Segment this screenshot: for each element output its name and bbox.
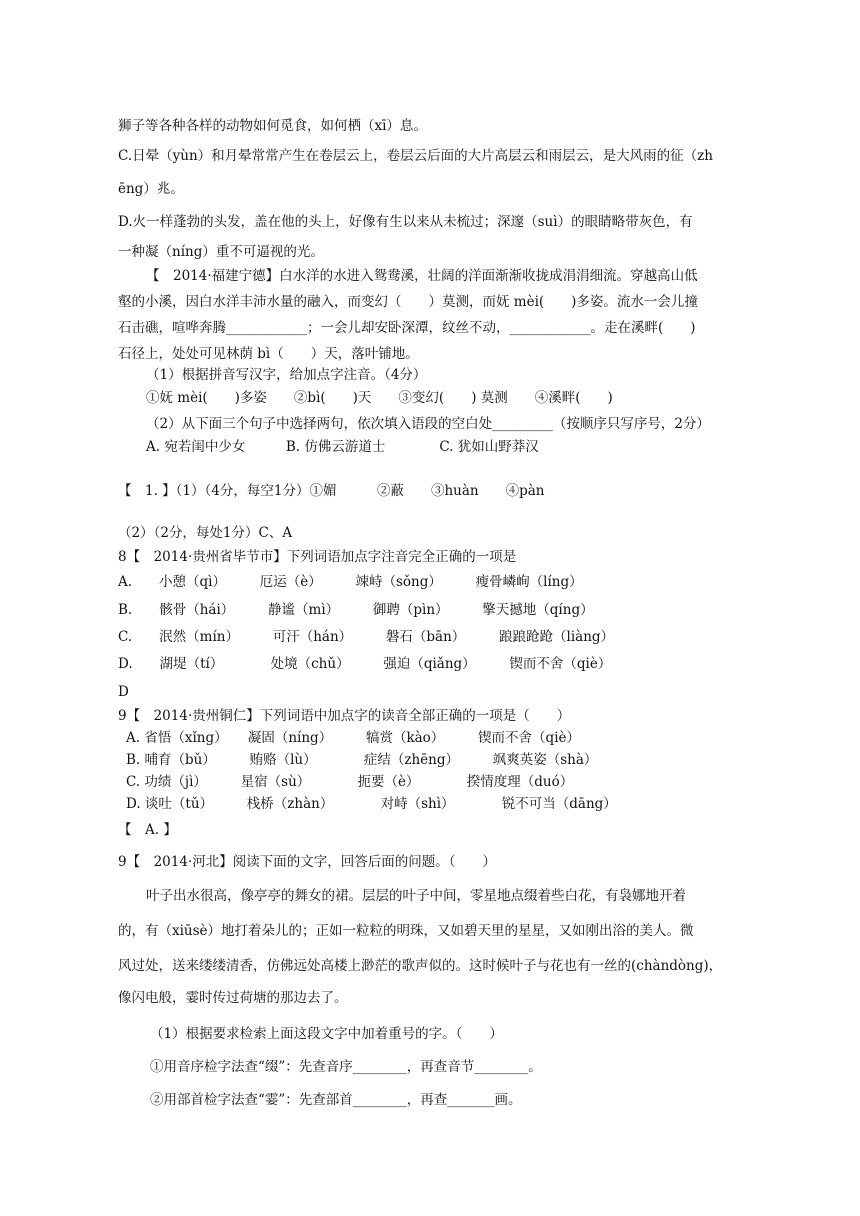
passage-line: 像闪电般，霎时传过荷塘的那边去了。 bbox=[118, 990, 348, 1006]
question-header-hebei: 9【 2014·河北】阅读下面的文字，回答后面的问题。（ ） bbox=[118, 854, 496, 870]
option-d: D. 湖堤（tí） 处境（chǔ） 强迫（qiǎng） 锲而不舍（qiè） bbox=[118, 656, 612, 672]
question-header-tongren: 9【 2014·贵州铜仁】下列词语中加点字的读音全部正确的一项是（ ） bbox=[118, 708, 571, 724]
option-c: C. 功绩（jì） 星宿（sù） 扼要（è） 揆情度理（duó） bbox=[126, 774, 574, 790]
text-line: ēng）兆。 bbox=[118, 181, 184, 197]
passage-line: 石径上，处处可见林荫 bì（ ）天，落叶铺地。 bbox=[118, 346, 419, 362]
passage-line: 的，有（xiūsè）地打着朵儿的；正如一粒粒的明珠，又如碧天里的星星，又如刚出浴的美人。微 bbox=[118, 923, 694, 939]
sub-question: （1）根据拼音写汉字，给加点字注音。（4分） bbox=[146, 367, 427, 383]
option-a: A. 小憩（qì） 厄运（è） 竦峙（sǒng） 瘦骨嶙峋（líng） bbox=[118, 574, 583, 590]
option-b: B. 骸骨（hái） 静谧（mì） 御聘（pìn） 擎天撼地（qíng） bbox=[118, 602, 594, 618]
passage-line: 风过处，送来缕缕清香，仿佛远处高楼上渺茫的歌声似的。这时候叶子与花也有一丝的(chàndòng)， bbox=[118, 958, 723, 974]
passage-line: 石击礁，喧哗奔腾____________；一会儿却安卧深潭，纹丝不动，____________。走在溪畔( ) bbox=[118, 320, 696, 336]
sub-question: （1）根据要求检索上面这段文字中加着重号的字。（ ） bbox=[150, 1026, 503, 1042]
option-c-line: C.日晕（yùn）和月晕常常产生在卷层云上，卷层云后面的大片高层云和雨层云，是大风雨的征（zh bbox=[118, 148, 713, 164]
text-line: 一种凝（níng）重不可逼视的光。 bbox=[118, 244, 324, 260]
option-a: A. 省悟（xǐng） 凝固（níng） 犒赏（kào） 锲而不舍（qiè） bbox=[126, 730, 581, 746]
fill-in-line: ①妩 mèi( )多姿 ②bì( )天 ③变幻( ) 莫测 ④溪畔( ) bbox=[146, 390, 613, 406]
choices-line: A. 宛若闺中少女 B. 仿佛云游道士 C. 犹如山野莽汉 bbox=[146, 439, 539, 455]
option-b: B. 哺育（bǔ） 贿赂（lù） 症结（zhēng） 飒爽英姿（shà） bbox=[126, 752, 598, 768]
answer-line: D bbox=[118, 684, 129, 700]
question-header-bijie: 8【 2014·贵州省毕节市】下列词语加点字注音完全正确的一项是 bbox=[118, 549, 517, 565]
option-d: D. 谈吐（tǔ） 栈桥（zhàn） 对峙（shì） 锐不可当（dāng） bbox=[126, 796, 617, 812]
text-line: 狮子等各种各样的动物如何觅食，如何栖（xī）息。 bbox=[118, 118, 427, 134]
option-d-line: D.火一样蓬勃的头发，盖在他的头上，好像有生以来从未梳过；深邃（suì）的眼睛略带灰色，有 bbox=[118, 214, 693, 230]
passage-line: 叶子出水很高，像亭亭的舞女的裙。层层的叶子中间，零星地点缀着些白花，有袅娜地开着 bbox=[146, 888, 686, 904]
answer-line: 【 1. 】（1）（4分，每空1分）①媚 ②蔽 ③huàn ④pàn bbox=[118, 483, 545, 499]
answer-line: 【 A. 】 bbox=[118, 822, 177, 838]
sub-question: ①用音序检字法查“缀”：先查音序________，再查音节________。 bbox=[150, 1059, 542, 1075]
sub-question: （2）从下面三个句子中选择两句，依次填入语段的空白处_________（按顺序只写序号，2分） bbox=[146, 416, 710, 432]
question-header-ningde: 【 2014·福建宁德】白水洋的水进入鸳鸯溪，壮阔的洋面渐渐收拢成涓涓细流。穿越高山低 bbox=[146, 268, 698, 284]
answer-line: （2）（2分，每处1分）C、A bbox=[118, 525, 293, 541]
sub-question: ②用部首检字法查“霎”：先查部首________，再查_______画。 bbox=[150, 1092, 522, 1108]
passage-line: 壑的小溪，因白水洋丰沛水量的融入，而变幻（ ）莫测，而妩 mèi( )多姿。流水一会儿撞 bbox=[118, 294, 698, 310]
option-c: C. 泯然（mín） 可汗（hán） 磐石（bān） 踉踉跄跄（liàng） bbox=[118, 629, 615, 645]
